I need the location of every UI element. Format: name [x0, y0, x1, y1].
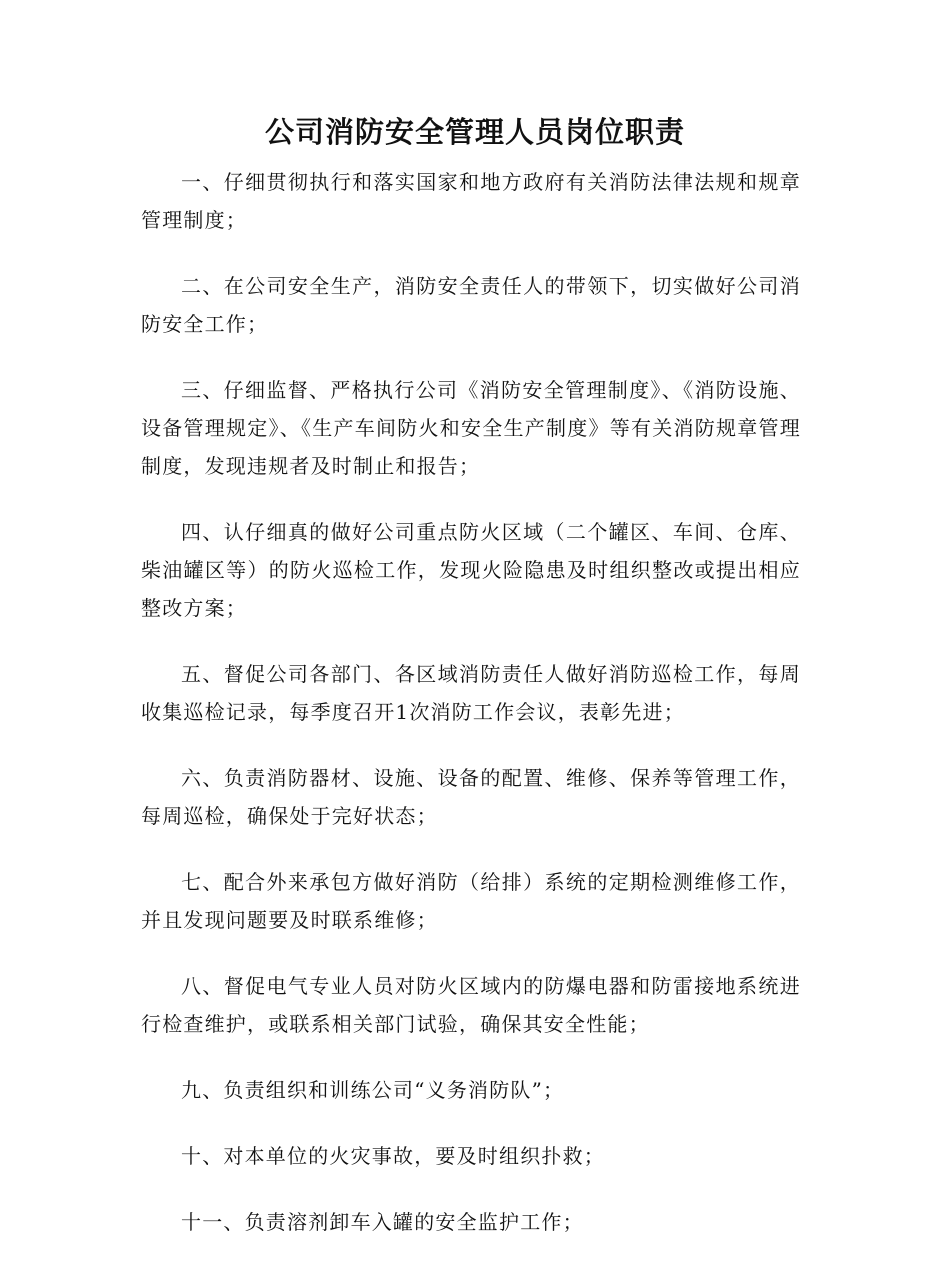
- paragraph-1: 一、仔细贯彻执行和落实国家和地方政府有关消防法律法规和规章管理制度；: [141, 170, 801, 232]
- paragraph-7: 七、配合外来承包方做好消防（给排）系统的定期检测维修工作，并且发现问题要及时联系维修；: [141, 870, 801, 932]
- paragraph-8: 八、督促电气专业人员对防火区域内的防爆电器和防雷接地系统进行检查维护，或联系相关部门试验，确保其安全性能；: [141, 974, 801, 1036]
- paragraph-5: 五、督促公司各部门、各区域消防责任人做好消防巡检工作，每周收集巡检记录，每季度召开1次消防工作会议，表彰先进；: [141, 662, 801, 724]
- paragraph-2: 二、在公司安全生产，消防安全责任人的带领下，切实做好公司消防安全工作；: [141, 274, 801, 336]
- paragraph-10: 十、对本单位的火灾事故，要及时组织扑救；: [181, 1144, 605, 1168]
- document-title: 公司消防安全管理人员岗位职责: [264, 115, 685, 149]
- paragraph-11: 十一、负责溶剂卸车入罐的安全监护工作；: [181, 1210, 584, 1234]
- document-body: [141, 163, 801, 1269]
- paragraph-3: 三、仔细监督、严格执行公司《消防安全管理制度》、《消防设施、设备管理规定》、《生产车间防火和安全生产制度》等有关消防规章管理制度，发现违规者及时制止和报告；: [141, 378, 801, 478]
- paragraph-6: 六、负责消防器材、设施、设备的配置、维修、保养等管理工作，每周巡检，确保处于完好状态；: [141, 766, 801, 828]
- paragraph-4: 四、认仔细真的做好公司重点防火区域（二个罐区、车间、仓库、柴油罐区等）的防火巡检工作，发现火险隐患及时组织整改或提出相应整改方案；: [141, 520, 801, 620]
- paragraph-9: 九、负责组织和训练公司“义务消防队”；: [181, 1078, 565, 1102]
